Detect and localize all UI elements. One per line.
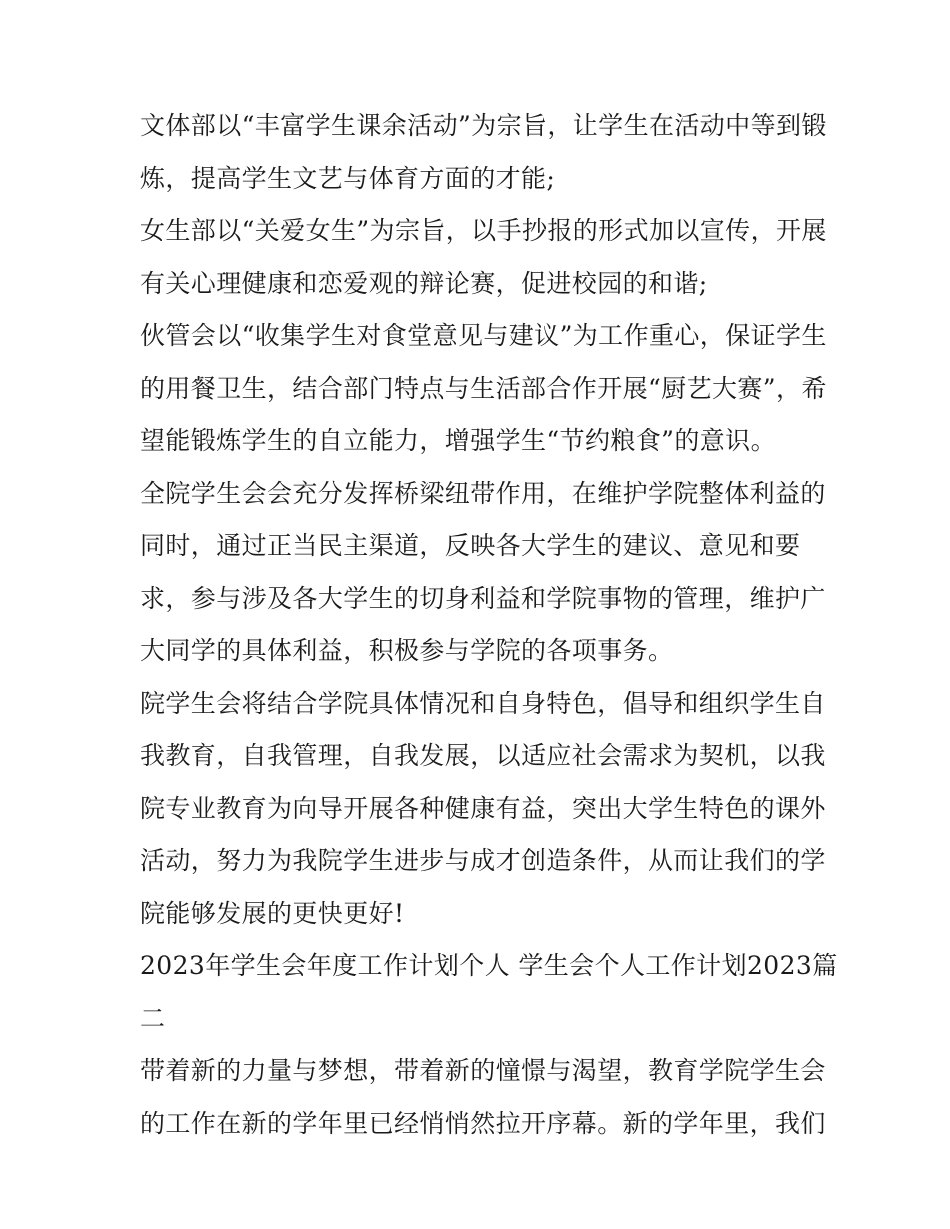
text-line: 的用餐卫生，结合部门特点与生活部合作开展“厨艺大赛”，希 xyxy=(140,373,827,403)
text-line: 望能锻炼学生的自立能力，增强学生“节约粮食”的意识。 xyxy=(140,426,776,455)
text-line: 伙管会以“收集学生对食堂意见与建议”为工作重心，保证学生 xyxy=(140,321,827,350)
text-line: 大同学的具体利益，积极参与学院的各项事务。 xyxy=(140,636,674,665)
text-line: 文体部以“丰富学生课余活动”为宗旨，让学生在活动中等到锻 xyxy=(140,111,827,140)
text-line: 我教育，自我管理，自我发展，以适应社会需求为契机，以我 xyxy=(140,741,826,770)
section-heading-line: 二 xyxy=(140,1003,166,1033)
text-line: 同时，通过正当民主渠道，反映各大学生的建议、意见和要 xyxy=(140,531,801,560)
text-line: 女生部以“关爱女生”为宗旨，以手抄报的形式加以宣传，开展 xyxy=(140,216,827,245)
section-heading-line: 2023年学生会年度工作计划个人 学生会个人工作计划2023篇 xyxy=(140,951,838,980)
text-line: 带着新的力量与梦想，带着新的憧憬与渴望，教育学院学生会 xyxy=(140,1056,826,1085)
text-line: 活动，努力为我院学生进步与成才创造条件，从而让我们的学 xyxy=(140,846,826,875)
text-line: 有关心理健康和恋爱观的辩论赛，促进校园的和谐; xyxy=(140,268,708,298)
document-body xyxy=(140,100,838,1150)
text-line: 全院学生会会充分发挥桥梁纽带作用，在维护学院整体利益的 xyxy=(140,478,826,508)
text-line: 的工作在新的学年里已经悄悄然拉开序幕。新的学年里，我们 xyxy=(140,1108,826,1138)
text-line: 院能够发展的更快更好! xyxy=(140,898,405,928)
text-line: 院专业教育为向导开展各种健康有益，突出大学生特色的课外 xyxy=(140,793,826,823)
text-line: 求，参与涉及各大学生的切身利益和学院事物的管理，维护广 xyxy=(140,583,826,613)
text-line: 炼，提高学生文艺与体育方面的才能; xyxy=(140,163,556,193)
text-line: 院学生会将结合学院具体情况和自身特色，倡导和组织学生自 xyxy=(140,688,826,718)
